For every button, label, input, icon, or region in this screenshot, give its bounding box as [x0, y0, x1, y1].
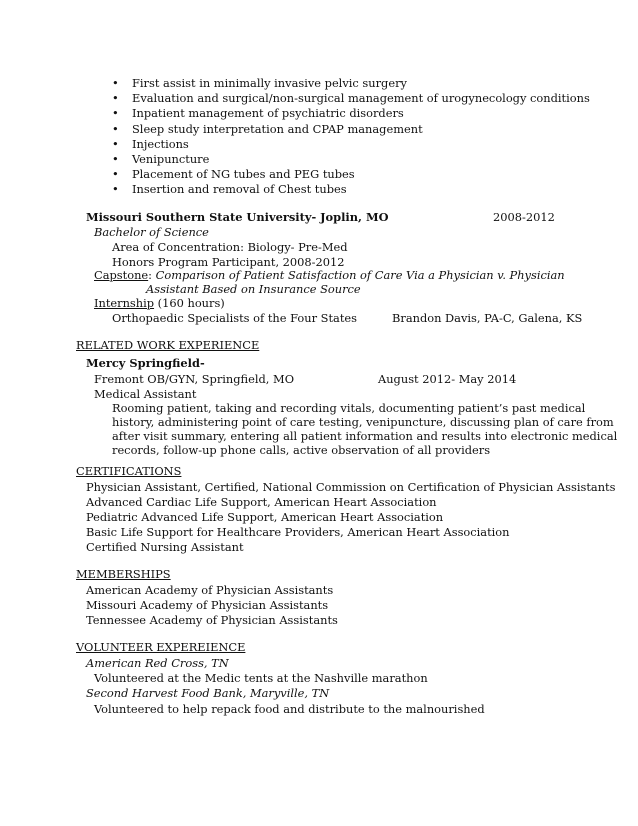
- capstone-colon: :: [148, 268, 156, 282]
- work-heading: RELATED WORK EXPERIENCE: [76, 338, 260, 352]
- education-internship: [94, 296, 225, 311]
- list-item: • Evaluation and surgical/non-surgical management of urogynecology conditions: [112, 91, 590, 106]
- work-description-line: Rooming patient, taking and recording vitals, documenting patient’s past medical: [112, 401, 586, 415]
- volunteer-desc-1: Volunteered at the Medic tents at the Nashville marathon: [94, 671, 428, 685]
- education-concentration: Area of Concentration: Biology- Pre-Med: [112, 240, 348, 254]
- volunteer-heading: VOLUNTEER EXPEREIENCE: [76, 640, 246, 654]
- list-item: • First assist in minimally invasive pelvic surgery: [112, 76, 407, 90]
- skills-bullet-list: [112, 76, 590, 198]
- membership-item: American Academy of Physician Assistants: [86, 583, 334, 597]
- work-location: Fremont OB/GYN, Springfield, MO: [94, 372, 295, 386]
- membership-item: Missouri Academy of Physician Assistants: [86, 598, 329, 612]
- list-item: • Placement of NG tubes and PEG tubes: [112, 167, 355, 182]
- bullet-icon: •: [112, 151, 119, 166]
- internship-label: Internship: [94, 296, 155, 310]
- bullet-icon: •: [112, 91, 119, 106]
- internship-place: Orthopaedic Specialists of the Four States: [112, 311, 357, 325]
- list-item: • Inpatient management of psychiatric disorders: [112, 106, 404, 121]
- bullet-icon: •: [112, 136, 119, 151]
- education-degree: Bachelor of Science: [94, 225, 209, 239]
- membership-item: Tennessee Academy of Physician Assistants: [86, 613, 338, 627]
- work-description-line: records, follow-up phone calls, active observation of all providers: [112, 443, 491, 457]
- volunteer-desc-2: Volunteered to help repack food and distribute to the malnourished: [94, 702, 485, 716]
- certification-item: Certified Nursing Assistant: [86, 540, 244, 554]
- education-capstone: [94, 268, 565, 283]
- work-employer: Mercy Springfield-: [86, 356, 205, 370]
- education-honors: Honors Program Participant, 2008-2012: [112, 255, 345, 269]
- education-school: Missouri Southern State University- Joplin, MO: [86, 210, 389, 224]
- certification-item: Physician Assistant, Certified, National Commission on Certification of Physician Assistants: [86, 480, 616, 494]
- work-description-line: after visit summary, entering all patient information and results into electronic medical: [112, 429, 618, 443]
- list-item: • Injections: [112, 136, 189, 151]
- bullet-icon: •: [112, 106, 119, 121]
- internship-hours: (160 hours): [154, 296, 225, 310]
- list-item: • Venipuncture: [112, 151, 210, 166]
- certification-item: Advanced Cardiac Life Support, American Heart Association: [86, 495, 437, 509]
- bullet-icon: •: [112, 167, 119, 182]
- capstone-title-line-1: Comparison of Patient Satisfaction of Care Via a Physician v. Physician: [155, 268, 565, 282]
- volunteer-org-1: American Red Cross, TN: [86, 656, 229, 670]
- bullet-icon: •: [112, 121, 119, 136]
- capstone-title-line-2: Assistant Based on Insurance Source: [146, 282, 361, 296]
- memberships-heading: MEMBERSHIPS: [76, 567, 171, 581]
- bullet-icon: •: [112, 76, 119, 90]
- list-item: • Insertion and removal of Chest tubes: [112, 182, 347, 197]
- work-title: Medical Assistant: [94, 387, 197, 401]
- list-item: • Sleep study interpretation and CPAP management: [112, 121, 423, 136]
- capstone-label: Capstone: [94, 268, 149, 282]
- internship-supervisor: Brandon Davis, PA-C, Galena, KS: [392, 311, 583, 325]
- certification-item: Pediatric Advanced Life Support, American Heart Association: [86, 510, 444, 524]
- work-dates: August 2012- May 2014: [378, 372, 517, 386]
- education-dates: 2008-2012: [493, 210, 555, 224]
- volunteer-org-2: Second Harvest Food Bank, Maryville, TN: [86, 686, 330, 700]
- bullet-icon: •: [112, 182, 119, 197]
- work-description-line: history, administering point of care testing, venipuncture, discussing plan of care from: [112, 415, 614, 429]
- certification-item: Basic Life Support for Healthcare Providers, American Heart Association: [86, 525, 510, 539]
- certifications-heading: CERTIFICATIONS: [76, 464, 182, 478]
